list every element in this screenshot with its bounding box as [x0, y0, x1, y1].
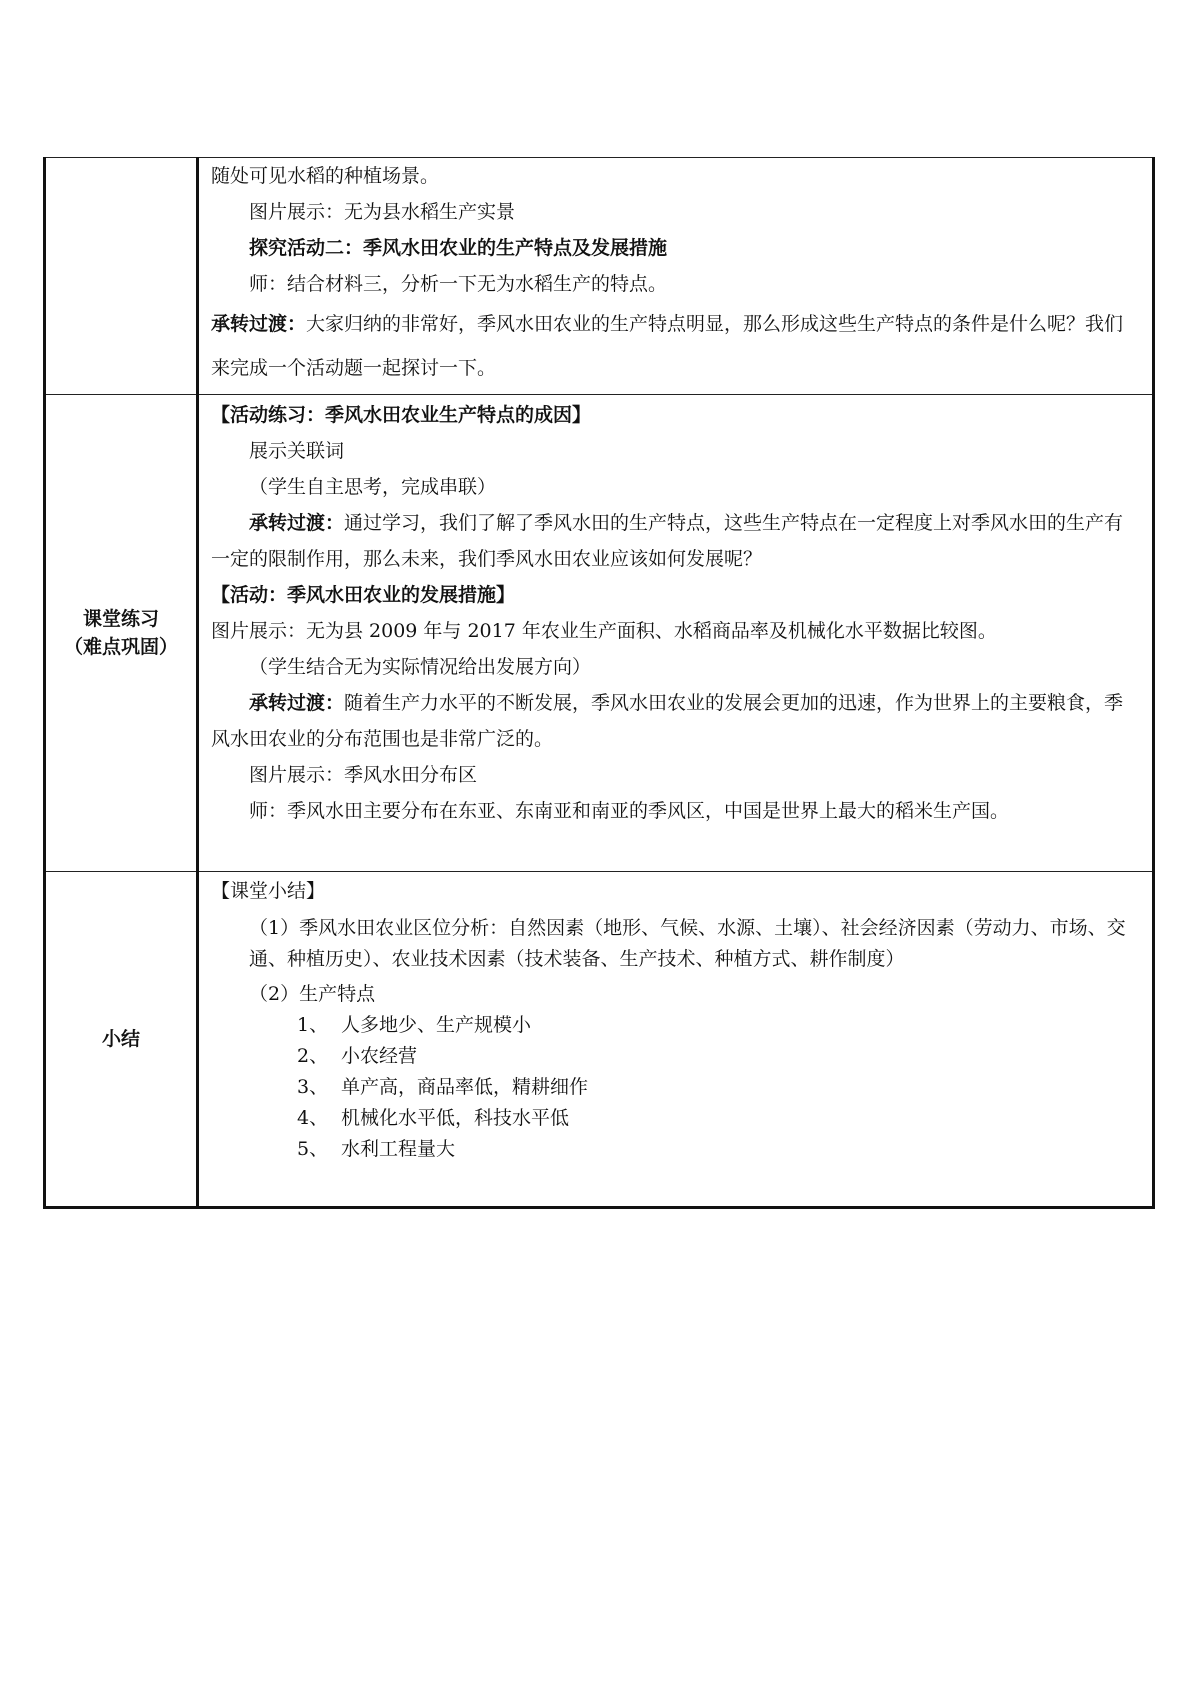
summary-title: 【课堂小结】 — [211, 880, 326, 902]
list-item-text: 小农经营 — [341, 1045, 418, 1067]
list-item — [211, 1041, 1142, 1072]
row-label — [45, 395, 198, 872]
text-line: （学生自主思考，完成串联） — [249, 476, 497, 498]
list-item — [211, 1010, 1142, 1041]
transition-paragraph — [211, 685, 1142, 757]
summary-point: （2）生产特点 — [249, 983, 376, 1005]
list-item-text: 水利工程量大 — [341, 1138, 456, 1160]
summary-point: （1）季风水田农业区位分析：自然因素（地形、气候、水源、土壤）、社会经济因素（劳动力、市场、交通、种植历史）、农业技术因素（技术装备、生产技术、种植方式、耕作制度） — [249, 917, 1126, 970]
transition-text: 通过学习，我们了解了季风水田的生产特点，这些生产特点在一定程度上对季风水田的生产有一定的限制作用，那么未来，我们季风水田农业应该如何发展呢？ — [211, 512, 1124, 570]
text-line: 图片展示：季风水田分布区 — [249, 764, 478, 786]
transition-label: 承转过渡： — [249, 692, 345, 714]
list-item — [211, 1072, 1142, 1103]
row-label-line: 课堂练习 — [82, 608, 159, 630]
text-line: 师：结合材料三，分析一下无为水稻生产的特点。 — [249, 273, 668, 295]
row-label-empty — [45, 158, 198, 395]
list-item-number: 5、 — [297, 1138, 329, 1160]
activity-heading: 探究活动二：季风水田农业的生产特点及发展措施 — [249, 237, 668, 259]
text-line: 图片展示：无为县 2009 年与 2017 年农业生产面积、水稻商品率及机械化水平数据比较图。 — [211, 620, 997, 642]
row-content — [198, 395, 1154, 872]
list-item-text: 人多地少、生产规模小 — [341, 1014, 532, 1036]
row-content — [198, 158, 1154, 395]
activity-heading: 【活动：季风水田农业的发展措施】 — [211, 584, 516, 606]
transition-label: 承转过渡： — [211, 313, 307, 335]
text-line: 展示关联词 — [249, 440, 345, 462]
table-row — [45, 158, 1154, 395]
transition-paragraph — [211, 302, 1142, 390]
list-item-number: 4、 — [297, 1107, 329, 1129]
list-item-number: 2、 — [297, 1045, 329, 1067]
list-item-text: 机械化水平低，科技水平低 — [341, 1107, 570, 1129]
transition-label: 承转过渡： — [249, 512, 345, 534]
transition-paragraph — [211, 505, 1142, 577]
list-item-number: 1、 — [297, 1014, 329, 1036]
list-item — [211, 1134, 1142, 1165]
table-row — [45, 872, 1154, 1208]
text-line: 师：季风水田主要分布在东亚、东南亚和南亚的季风区，中国是世界上最大的稻米生产国。 — [249, 800, 1010, 822]
activity-heading: 【活动练习：季风水田农业生产特点的成因】 — [211, 404, 592, 426]
text-line: 随处可见水稻的种植场景。 — [211, 165, 440, 187]
transition-text: 随着生产力水平的不断发展，季风水田农业的发展会更加的迅速，作为世界上的主要粮食，季风水田农业的分布范围也是非常广泛的。 — [211, 692, 1124, 750]
list-item-text: 单产高，商品率低，精耕细作 — [341, 1076, 589, 1098]
text-line: 图片展示：无为县水稻生产实景 — [249, 201, 516, 223]
row-content — [198, 872, 1154, 1208]
row-label: 小结 — [45, 872, 198, 1208]
table-row — [45, 395, 1154, 872]
text-line: （学生结合无为实际情况给出发展方向） — [249, 656, 592, 678]
list-item — [211, 1103, 1142, 1134]
list-item-number: 3、 — [297, 1076, 329, 1098]
lesson-plan-table — [43, 157, 1155, 1209]
transition-text: 大家归纳的非常好，季风水田农业的生产特点明显，那么形成这些生产特点的条件是什么呢？我们来完成一个活动题一起探讨一下。 — [211, 313, 1124, 379]
row-label-line: （难点巩固） — [63, 636, 178, 658]
